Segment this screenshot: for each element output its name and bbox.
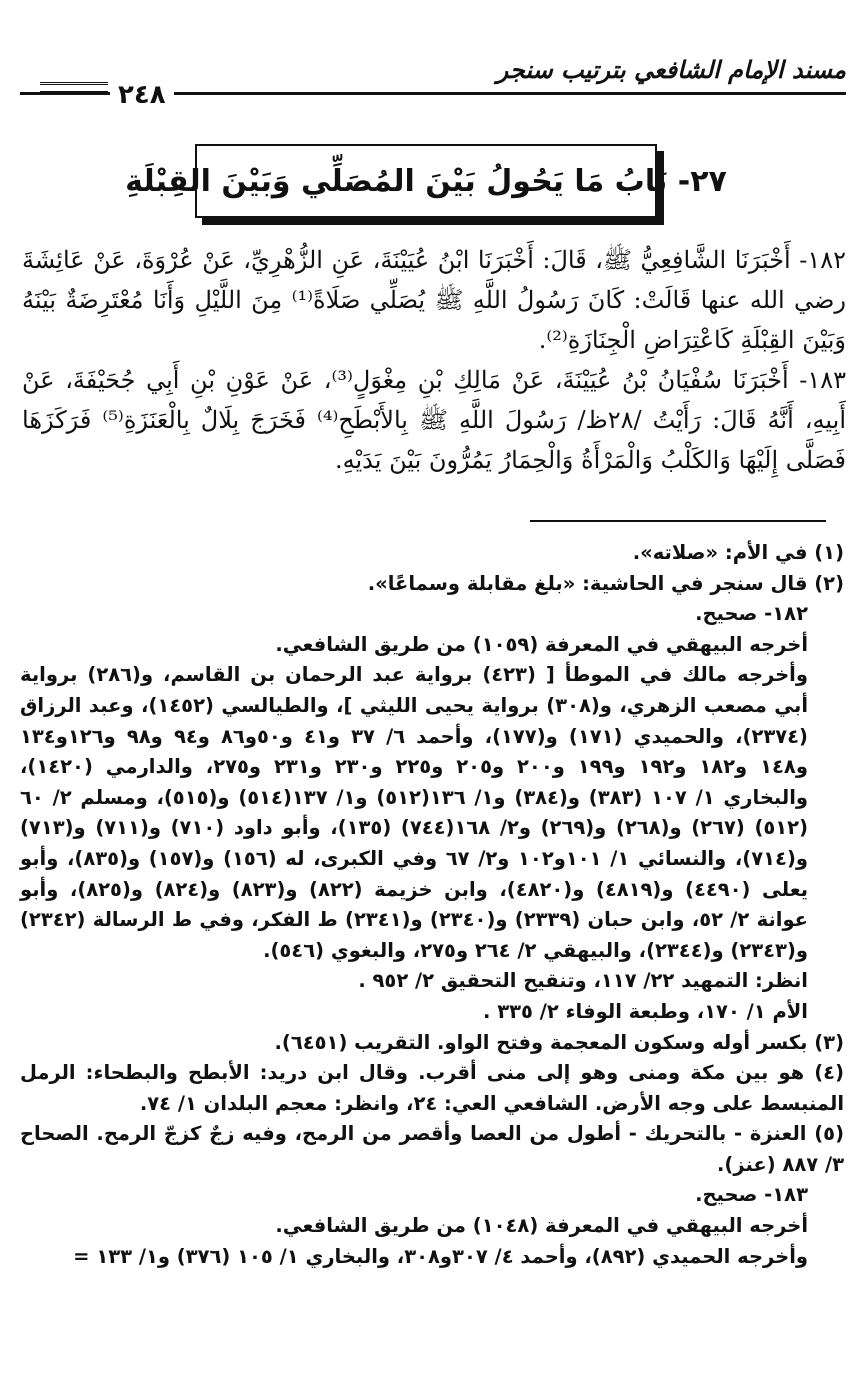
- footnote-5: (٥) العنزة - بالتحريك - أطول من العصا وأقصر من الرمح، وفيه زجٌ كزجّ الرمح. الصحاح ٣/ ٨٨٧ (عنز).: [20, 1122, 844, 1176]
- chapter-title: ٢٧- بَابُ مَا يَحُولُ بَيْنَ المُصَلِّي وَبَيْنَ القِبْلَةِ: [125, 163, 727, 199]
- takhrij-183-line-2: وأخرجه الحميدي (٨٩٢)، وأحمد ٤/ ٣٠٧و٣٠٨، والبخاري ١/ ١٠٥ (٣٧٦) و١/ ١٣٣ =: [73, 1244, 808, 1268]
- takhrij-182-line-3: انظر: التمهيد ٢٢/ ١١٧، وتنقيح التحقيق ٢/ ٩٥٢ .: [358, 969, 808, 993]
- takhrij-183-heading: ١٨٣- صحيح.: [695, 1183, 808, 1207]
- book-title: مسند الإمام الشافعي بترتيب سنجر: [496, 56, 846, 84]
- header-double-rule: [40, 82, 108, 94]
- hadith-182: ١٨٢- أَخْبَرَنَا الشَّافِعِيُّ ﷺ، قَالَ: أَخْبَرَنَا ابْنُ عُيَيْنَةَ، عَنِ الزُّهْرِيِّ، عَنْ عُرْوَةَ، عَنْ عَائِشَةَ رضي الله عنها قَالَتْ: كَانَ رَسُولُ اللَّهِ ﷺ يُصَلِّي صَلَاةً⁽¹⁾ مِنَ اللَّيْلِ وَأَنَا مُعْتَرِضَةٌ بَيْنَهُ وَبَيْنَ القِبْلَةِ كَاعْتِرَاضِ الْجِنَازَةِ⁽²⁾.: [22, 246, 847, 354]
- takhrij-183-line-1: أخرجه البيهقي في المعرفة (١٠٤٨) من طريق الشافعي.: [275, 1214, 808, 1238]
- hadith-183: ١٨٣- أَخْبَرَنَا سُفْيَانُ بْنُ عُيَيْنَةَ، عَنْ مَالِكِ بْنِ مِغْوَلٍ⁽³⁾، عَنْ عَوْنِ بْنِ أَبِي جُحَيْفَةَ، عَنْ أَبِيهِ، أَنَّهُ قَالَ: رَأَيْتُ /٢٨ظ/ رَسُولَ اللَّهِ ﷺ بِالأَبْطَحِ⁽⁴⁾ فَخَرَجَ بِلَالٌ بِالْعَنَزَةِ⁽⁵⁾ فَرَكَزَهَا فَصَلَّى إِلَيْهَا وَالكَلْبُ وَالْمَرْأَةُ وَالْحِمَارُ يَمُرُّونَ بَيْنَ يَدَيْهِ.: [22, 366, 846, 474]
- takhrij-182-heading: ١٨٢- صحيح.: [695, 602, 808, 626]
- footnote-separator: [530, 520, 826, 522]
- page-number: ٢٤٨: [110, 82, 174, 108]
- chapter-heading-box: [125, 144, 727, 218]
- hadith-text: [22, 240, 846, 480]
- footnote-3: (٣) بكسر أوله وسكون المعجمة وفتح الواو. التقريب (٦٤٥١).: [274, 1030, 844, 1054]
- footnote-1: (١) في الأم: «صلاته».: [632, 541, 844, 564]
- takhrij-182-line-2: وأخرجه مالك في الموطأ [ (٤٢٣) برواية عبد الرحمان بن القاسم، و(٢٨٦) برواية أبي مصعب الزهري، و(٣٠٨) برواية يحيى الليثي ]، والطيالسي (١٤٥٢)، وعبد الرزاق (٢٣٧٤)، والحميدي (١٧١) و(١٧٧)، وأحمد ٦/ ٣٧ و٤١ و٥٠و٨٦ و٩٤ و٩٨ و١٢٦و١٣٤ و١٤٨ و١٨٢ و١٩٢ و١٩٩ و٢٠٠ و٢٠٥ و٢٢٥ و٢٣٠ و٢٣١ و٢٧٥، والدارمي (١٤٢٠)، والبخاري ١/ ١٠٧ (٣٨٣) و(٣٨٤) و١/ ١٣٦(٥١٢) و١/ ١٣٧(٥١٤) و(٥١٥)، ومسلم ٢/ ٦٠ (٥١٢) (٢٦٧) و(٢٦٨) و(٢٦٩) و٢/ ١٦٨(٧٤٤) (١٣٥)، وأبو داود (٧١٠) و(٧١١) و(٧١٣) و(٧١٤)، والنسائي ١/ ١٠١و١٠٢ و٢/ ٦٧ وفي الكبرى، له (١٥٦) و(١٥٧) و(٨٣٥)، وأبو يعلى (٤٤٩٠) و(٤٨١٩) و(٤٨٢٠)، وابن خزيمة (٨٢٢) و(٨٢٣) و(٨٢٤) و(٨٢٥)، وأبو عوانة ٢/ ٥٢، وابن حبان (٢٣٣٩) و(٢٣٤٠) و(٢٣٤١) ط الفكر، وفي ط الرسالة (٢٣٤٢) و(٢٣٤٣) و(٢٣٤٤)، والبيهقي ٢/ ٢٦٤ و٢٧٥، والبغوي (٥٤٦).: [20, 663, 809, 962]
- footnotes: [20, 538, 844, 1272]
- footnote-2: (٢) قال سنجر في الحاشية: «بلغ مقابلة وسماعًا».: [367, 571, 844, 595]
- takhrij-182-line-4: الأم ١/ ١٧٠، وطبعة الوفاء ٢/ ٣٣٥ .: [483, 999, 808, 1023]
- footnote-4: (٤) هو بين مكة ومنى وهو إلى منى أقرب. وقال ابن دريد: الأبطح والبطحاء: الرمل المنبسط على وجه الأرض. الشافعي العي: ٢٤، وانظر: معجم البلدان ١/ ٧٤.: [20, 1061, 844, 1115]
- takhrij-182-line-1: أخرجه البيهقي في المعرفة (١٠٥٩) من طريق الشافعي.: [275, 632, 808, 656]
- page-header: [20, 52, 846, 110]
